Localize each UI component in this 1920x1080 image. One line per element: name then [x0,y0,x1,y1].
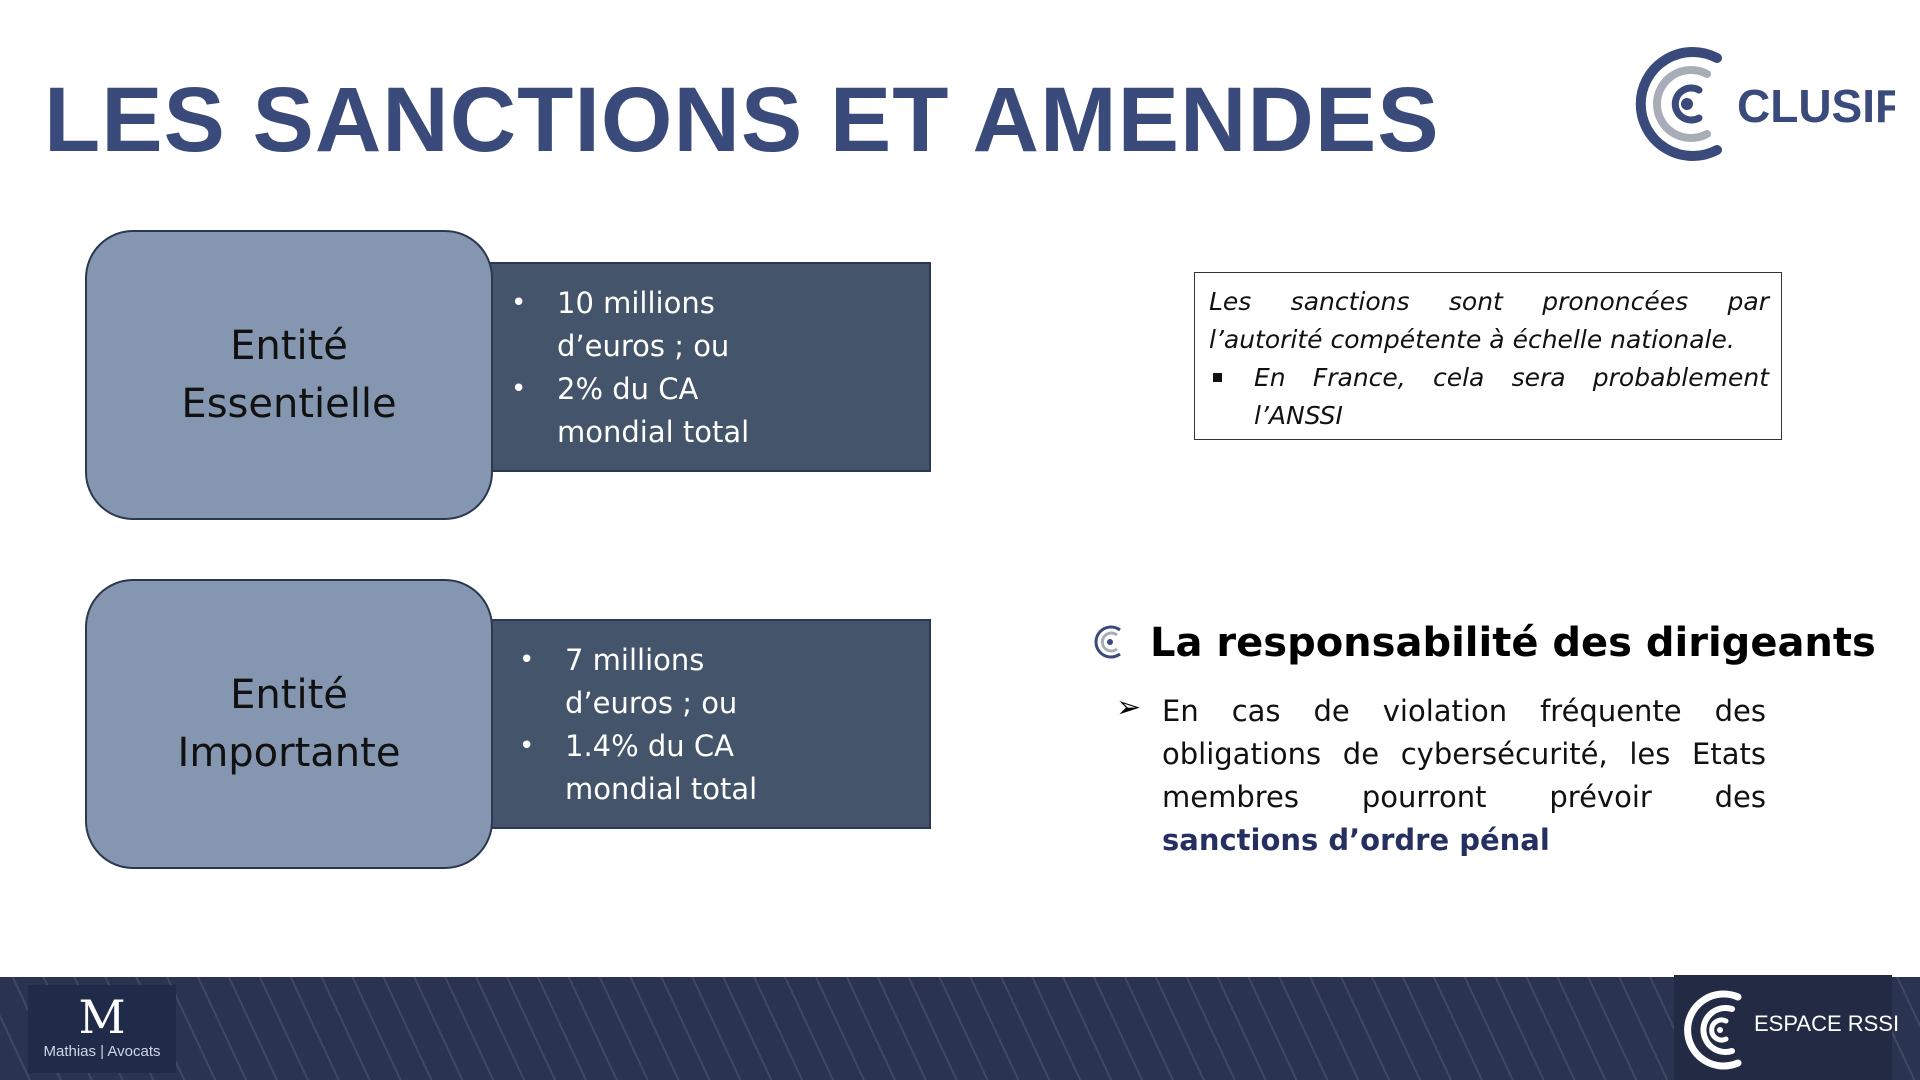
list-item: • 10 millions d’euros ; ou [557,282,917,368]
clusif-logo-text: CLUSIF [1737,80,1895,132]
list-item: • 7 millions d’euros ; ou [565,639,925,725]
list-item: • 2% du CA mondial total [557,368,917,454]
responsibility-highlight: sanctions d’ordre pénal [1162,823,1550,857]
list-item: • 1.4% du CA mondial total [565,725,925,811]
footer-bar [0,977,1920,1080]
amount-box [485,262,931,472]
entity-box [85,579,493,869]
entity-label: Entité Essentielle [181,323,397,427]
note-box [1194,272,1782,440]
note-line1: Les sanctions sont prononcées par [1209,287,1769,316]
amount-list [557,282,917,454]
responsibility-heading: La responsabilité des dirigeants [1150,620,1876,666]
arrow-bullet-icon: ➢ [1116,691,1142,724]
amount-box [485,619,931,829]
espace-rssi-text: ESPACE RSSI [1754,1011,1900,1036]
amount-list [565,639,925,811]
entity-row-essentielle [85,230,935,522]
responsibility-text-start: En cas de violation fréquente des obligations de cybersécurité, les Etats membres pourront prévoir des [1162,694,1766,814]
clusif-mini-icon [1092,624,1128,660]
mathias-monogram: M [78,990,126,1044]
note-line2: l’autorité compétente à échelle nationale. [1209,325,1735,354]
note-bullet [1209,359,1769,435]
note-bullet-text: En France, cela sera probablement l’ANSSI [1254,363,1769,430]
entity-row-importante [85,579,935,871]
clusif-logo [1625,40,1895,170]
square-bullet-icon [1213,373,1222,382]
slide-title: LES SANCTIONS ET AMENDES [44,69,1440,171]
responsibility-text [1162,690,1766,862]
mathias-avocats-logo [28,985,176,1073]
entity-label: Entité Importante [177,672,401,776]
mathias-name: Mathias | Avocats [43,1043,161,1060]
entity-box [85,230,493,520]
espace-rssi-logo [1674,975,1900,1080]
